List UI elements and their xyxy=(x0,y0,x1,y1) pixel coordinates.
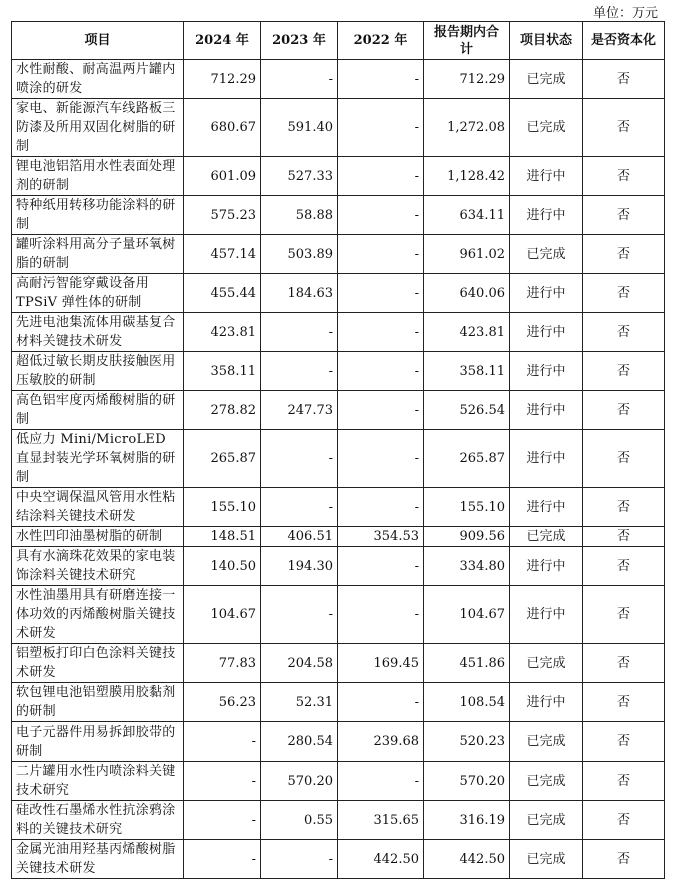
capitalized-flag: 否 xyxy=(583,840,665,879)
value-2024: 457.14 xyxy=(184,235,261,274)
project-name: 铝塑板打印白色涂料关键技术研发 xyxy=(12,644,184,683)
project-name: 先进电池集流体用碳基复合材料关键技术研发 xyxy=(12,313,184,352)
capitalized-flag: 否 xyxy=(583,722,665,762)
capitalized-flag: 否 xyxy=(583,762,665,801)
project-name: 家电、新能源汽车线路板三防漆及所用双固化树脂的研制 xyxy=(12,99,184,157)
capitalized-flag: 否 xyxy=(583,235,665,274)
value-2024: 358.11 xyxy=(184,352,261,391)
project-name: 水性油墨用具有研磨连接一体功效的丙烯酸树脂关键技术研发 xyxy=(12,586,184,644)
value-2024: 601.09 xyxy=(184,157,261,196)
table-row xyxy=(12,60,665,99)
project-status: 已完成 xyxy=(510,801,583,840)
capitalized-flag: 否 xyxy=(583,527,665,547)
table-header-row xyxy=(12,22,665,60)
value-2024: 712.29 xyxy=(184,60,261,99)
value-2024: 680.67 xyxy=(184,99,261,157)
value-total: 358.11 xyxy=(424,352,510,391)
value-2024: - xyxy=(184,840,261,879)
capitalized-flag: 否 xyxy=(583,801,665,840)
capitalized-flag: 否 xyxy=(583,644,665,683)
header-status: 项目状态 xyxy=(510,22,583,60)
project-status: 已完成 xyxy=(510,235,583,274)
value-total: 634.11 xyxy=(424,196,510,235)
value-2024: 77.83 xyxy=(184,644,261,683)
value-2022: - xyxy=(338,235,424,274)
capitalized-flag: 否 xyxy=(583,60,665,99)
table-row xyxy=(12,527,665,547)
table-row xyxy=(12,274,665,313)
project-status: 进行中 xyxy=(510,313,583,352)
value-2024: 104.67 xyxy=(184,586,261,644)
project-status: 进行中 xyxy=(510,547,583,586)
value-2023: - xyxy=(261,60,338,99)
unit-label: 单位：万元 xyxy=(592,6,658,21)
value-2022: 354.53 xyxy=(338,527,424,547)
value-2024: 265.87 xyxy=(184,430,261,488)
value-total: 108.54 xyxy=(424,683,510,722)
project-status: 进行中 xyxy=(510,352,583,391)
value-2022: 315.65 xyxy=(338,801,424,840)
header-2022: 2022 年 xyxy=(338,22,424,60)
value-2022: - xyxy=(338,683,424,722)
value-2023: - xyxy=(261,430,338,488)
value-2024: 56.23 xyxy=(184,683,261,722)
value-total: 423.81 xyxy=(424,313,510,352)
table-row xyxy=(12,430,665,488)
value-2023: 247.73 xyxy=(261,391,338,430)
value-2022: - xyxy=(338,586,424,644)
project-name: 具有水滴珠花效果的家电装饰涂料关键技术研究 xyxy=(12,547,184,586)
project-status: 已完成 xyxy=(510,722,583,762)
rd-projects-table xyxy=(11,21,665,879)
table-row xyxy=(12,547,665,586)
table-row xyxy=(12,391,665,430)
value-2023: 527.33 xyxy=(261,157,338,196)
project-status: 进行中 xyxy=(510,391,583,430)
table-row xyxy=(12,644,665,683)
project-name: 超低过敏长期皮肤接触医用压敏胶的研制 xyxy=(12,352,184,391)
value-2023: - xyxy=(261,840,338,879)
project-status: 已完成 xyxy=(510,840,583,879)
value-total: 712.29 xyxy=(424,60,510,99)
capitalized-flag: 否 xyxy=(583,586,665,644)
value-total: 442.50 xyxy=(424,840,510,879)
value-total: 316.19 xyxy=(424,801,510,840)
project-name: 水性耐酸、耐高温两片罐内喷涂的研发 xyxy=(12,60,184,99)
header-project: 项目 xyxy=(12,22,184,60)
value-2022: - xyxy=(338,352,424,391)
project-name: 中央空调保温风管用水性粘结涂料关键技术研发 xyxy=(12,488,184,527)
value-2023: 58.88 xyxy=(261,196,338,235)
value-2024: 140.50 xyxy=(184,547,261,586)
value-2023: 280.54 xyxy=(261,722,338,762)
project-name: 罐听涂料用高分子量环氧树脂的研制 xyxy=(12,235,184,274)
value-2022: 442.50 xyxy=(338,840,424,879)
capitalized-flag: 否 xyxy=(583,274,665,313)
project-name: 低应力 Mini/MicroLED 直显封装光学环氧树脂的研制 xyxy=(12,430,184,488)
project-status: 已完成 xyxy=(510,527,583,547)
capitalized-flag: 否 xyxy=(583,157,665,196)
value-2023: 204.58 xyxy=(261,644,338,683)
table-row xyxy=(12,488,665,527)
value-2023: - xyxy=(261,488,338,527)
header-2024: 2024 年 xyxy=(184,22,261,60)
value-total: 155.10 xyxy=(424,488,510,527)
value-2024: - xyxy=(184,762,261,801)
value-2024: 155.10 xyxy=(184,488,261,527)
table-row xyxy=(12,99,665,157)
value-2022: - xyxy=(338,430,424,488)
capitalized-flag: 否 xyxy=(583,391,665,430)
table-row xyxy=(12,352,665,391)
value-2022: - xyxy=(338,391,424,430)
value-2024: 423.81 xyxy=(184,313,261,352)
project-status: 进行中 xyxy=(510,683,583,722)
project-name: 锂电池铝箔用水性表面处理剂的研制 xyxy=(12,157,184,196)
table-row xyxy=(12,762,665,801)
project-name: 水性凹印油墨树脂的研制 xyxy=(12,527,184,547)
project-status: 已完成 xyxy=(510,644,583,683)
value-2022: - xyxy=(338,157,424,196)
value-2024: - xyxy=(184,722,261,762)
table-row xyxy=(12,235,665,274)
project-status: 已完成 xyxy=(510,60,583,99)
value-total: 1,272.08 xyxy=(424,99,510,157)
table-row xyxy=(12,801,665,840)
project-status: 进行中 xyxy=(510,430,583,488)
header-total: 报告期内合计 xyxy=(424,22,510,60)
value-2022: - xyxy=(338,488,424,527)
value-2022: - xyxy=(338,274,424,313)
value-2024: 455.44 xyxy=(184,274,261,313)
value-2023: - xyxy=(261,313,338,352)
project-name: 硅改性石墨烯水性抗涂鸦涂料的关键技术研究 xyxy=(12,801,184,840)
project-status: 进行中 xyxy=(510,196,583,235)
project-name: 高色铝牢度丙烯酸树脂的研制 xyxy=(12,391,184,430)
project-name: 金属光油用羟基丙烯酸树脂关键技术研发 xyxy=(12,840,184,879)
table-row xyxy=(12,683,665,722)
value-total: 104.67 xyxy=(424,586,510,644)
value-2022: - xyxy=(338,547,424,586)
header-2023: 2023 年 xyxy=(261,22,338,60)
capitalized-flag: 否 xyxy=(583,683,665,722)
value-2023: 194.30 xyxy=(261,547,338,586)
capitalized-flag: 否 xyxy=(583,488,665,527)
value-2022: - xyxy=(338,60,424,99)
value-total: 526.54 xyxy=(424,391,510,430)
project-status: 进行中 xyxy=(510,274,583,313)
value-2022: - xyxy=(338,313,424,352)
capitalized-flag: 否 xyxy=(583,99,665,157)
value-2023: 591.40 xyxy=(261,99,338,157)
value-2024: 148.51 xyxy=(184,527,261,547)
value-total: 1,128.42 xyxy=(424,157,510,196)
value-total: 451.86 xyxy=(424,644,510,683)
capitalized-flag: 否 xyxy=(583,352,665,391)
value-2024: 575.23 xyxy=(184,196,261,235)
value-total: 520.23 xyxy=(424,722,510,762)
value-2023: - xyxy=(261,352,338,391)
table-row xyxy=(12,586,665,644)
project-status: 进行中 xyxy=(510,488,583,527)
value-2023: 406.51 xyxy=(261,527,338,547)
value-total: 640.06 xyxy=(424,274,510,313)
value-total: 570.20 xyxy=(424,762,510,801)
value-total: 961.02 xyxy=(424,235,510,274)
table-row xyxy=(12,196,665,235)
value-2023: 570.20 xyxy=(261,762,338,801)
capitalized-flag: 否 xyxy=(583,313,665,352)
table-row xyxy=(12,722,665,762)
value-2022: 169.45 xyxy=(338,644,424,683)
table-row xyxy=(12,313,665,352)
value-2023: - xyxy=(261,586,338,644)
value-2023: 184.63 xyxy=(261,274,338,313)
table-row xyxy=(12,840,665,879)
capitalized-flag: 否 xyxy=(583,430,665,488)
value-2022: - xyxy=(338,762,424,801)
project-name: 电子元器件用易拆卸胶带的研制 xyxy=(12,722,184,762)
project-status: 已完成 xyxy=(510,762,583,801)
value-total: 334.80 xyxy=(424,547,510,586)
value-2023: 0.55 xyxy=(261,801,338,840)
value-total: 265.87 xyxy=(424,430,510,488)
project-status: 已完成 xyxy=(510,99,583,157)
value-2024: - xyxy=(184,801,261,840)
value-2024: 278.82 xyxy=(184,391,261,430)
header-capitalized: 是否资本化 xyxy=(583,22,665,60)
project-status: 进行中 xyxy=(510,586,583,644)
project-status: 进行中 xyxy=(510,157,583,196)
project-name: 特种纸用转移功能涂料的研制 xyxy=(12,196,184,235)
value-2022: - xyxy=(338,196,424,235)
capitalized-flag: 否 xyxy=(583,547,665,586)
value-2023: 52.31 xyxy=(261,683,338,722)
value-total: 909.56 xyxy=(424,527,510,547)
value-2022: - xyxy=(338,99,424,157)
project-name: 高耐污智能穿戴设备用TPSiV 弹性体的研制 xyxy=(12,274,184,313)
table-row xyxy=(12,157,665,196)
project-name: 二片罐用水性内喷涂料关键技术研究 xyxy=(12,762,184,801)
project-name: 软包锂电池铝塑膜用胶黏剂的研制 xyxy=(12,683,184,722)
value-2022: 239.68 xyxy=(338,722,424,762)
value-2023: 503.89 xyxy=(261,235,338,274)
capitalized-flag: 否 xyxy=(583,196,665,235)
